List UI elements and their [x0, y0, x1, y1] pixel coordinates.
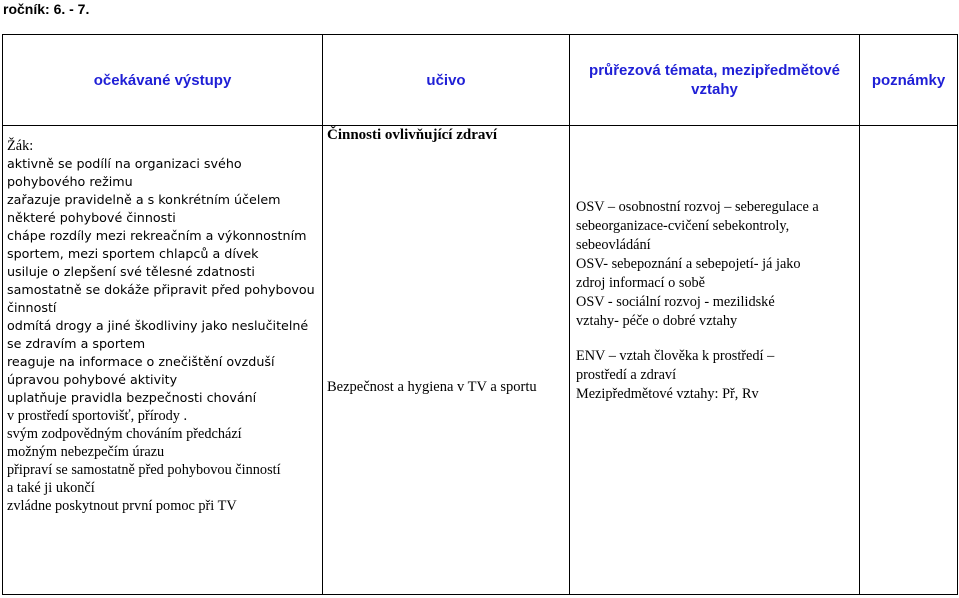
outcome-line: aktivně se podílí na organizaci svého	[7, 156, 242, 171]
theme-line: prostředí a zdraví	[576, 367, 677, 383]
outcome-line: samostatně se dokáže připravit před pohybovou	[7, 282, 315, 297]
curriculum-table	[2, 34, 958, 595]
theme-line: OSV- sebepoznání a sebepojetí- já jako	[576, 256, 801, 272]
theme-spacer	[576, 331, 855, 347]
theme-line: sebeovládání	[576, 237, 651, 253]
curriculum-content	[323, 126, 569, 395]
outcome-line: odmítá drogy a jiné škodliviny jako neslučitelné	[7, 318, 309, 333]
outcome-line: chápe rozdíly mezi rekreačním a výkonnostním	[7, 228, 307, 243]
header-outcomes: očekávané výstupy	[3, 35, 323, 126]
outcomes-list	[3, 126, 322, 515]
outcome-line: reaguje na informace o znečištění ovzduší	[7, 354, 275, 369]
outcome-line: připraví se samostatně před pohybovou činností	[7, 462, 281, 478]
theme-line: sebeorganizace-cvičení sebekontroly,	[576, 218, 790, 234]
outcome-line: svým zodpovědným chováním předchází	[7, 426, 242, 442]
outcome-line: v prostředí sportovišť, přírody .	[7, 408, 188, 424]
theme-line: OSV - sociální rozvoj - mezilidské	[576, 294, 775, 310]
outcome-line: se zdravím a sportem	[7, 336, 146, 351]
themes-cell	[570, 126, 860, 595]
themes-content	[570, 126, 859, 404]
theme-line: Mezipředmětové vztahy: Př, Rv	[576, 386, 759, 402]
grade-label: ročník: 6. - 7.	[3, 1, 90, 17]
outcome-line: Žák:	[7, 138, 34, 154]
outcome-line: pohybového režimu	[7, 174, 133, 189]
header-themes	[570, 35, 860, 126]
outcome-line: zvládne poskytnout první pomoc při TV	[7, 498, 237, 514]
outcome-line: možným nebezpečím úrazu	[7, 444, 165, 460]
header-notes: poznámky	[860, 35, 958, 126]
outcome-line: úpravou pohybové aktivity	[7, 372, 178, 387]
notes-cell	[860, 126, 958, 595]
outcome-line: zařazuje pravidelně a s konkrétním účelem	[7, 192, 281, 207]
header-curriculum: učivo	[323, 35, 570, 126]
outcome-line: usiluje o zlepšení své tělesné zdatnosti	[7, 264, 255, 279]
curriculum-heading: Činnosti ovlivňující zdraví	[327, 127, 498, 143]
curriculum-cell	[323, 126, 570, 595]
outcome-line: uplatňuje pravidla bezpečnosti chování	[7, 390, 257, 405]
outcome-line: některé pohybové činnosti	[7, 210, 176, 225]
curriculum-topic: Bezpečnost a hygiena v TV a sportu	[327, 379, 537, 395]
header-themes-line1: průřezová témata, mezipředmětové	[589, 62, 840, 79]
theme-line: vztahy- péče o dobré vztahy	[576, 313, 738, 329]
outcome-line: činností	[7, 300, 57, 315]
theme-line: ENV – vztah člověka k prostředí –	[576, 348, 775, 364]
header-row	[3, 35, 958, 126]
theme-line: OSV – osobnostní rozvoj – seberegulace a	[576, 199, 819, 215]
content-row	[3, 126, 958, 595]
outcomes-cell	[3, 126, 323, 595]
outcome-line: sportem, mezi sportem chlapců a dívek	[7, 246, 259, 261]
outcome-line: a také ji ukončí	[7, 480, 95, 496]
theme-line: zdroj informací o sobě	[576, 275, 706, 291]
header-themes-line2: vztahy	[691, 81, 738, 98]
